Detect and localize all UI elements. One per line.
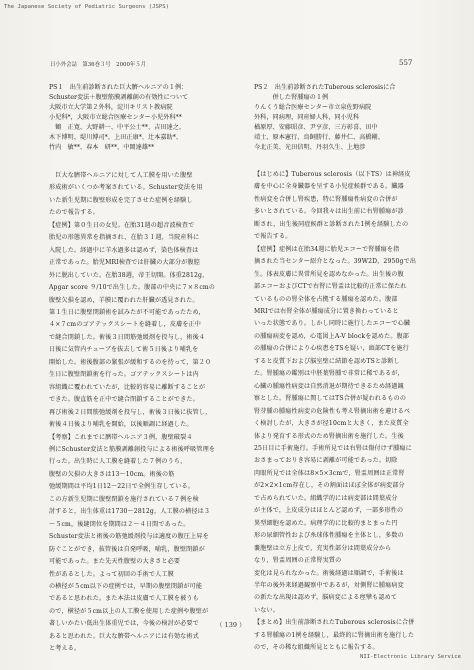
text-line: 腹壁欠損を認め，羊膜に覆われた肝臓が透見された。 xyxy=(49,296,199,304)
left-abstract-title: PS１ 出生前診断された巨大臍ヘルニアの１例： xyxy=(49,84,188,91)
text-line: 開始した。術後腹部の緊張が緩和するのを待って，第２０ xyxy=(49,358,212,366)
text-line: する腎腫瘍の1例を経験し，最終的に腎摘出術を施行した xyxy=(254,631,415,639)
text-line: 日後に気管内チューブを抜去して術５日後より哺乳を xyxy=(49,346,199,354)
text-line: 肉眼所見では全体は8×5×3cmで，腎盂周囲は正常腎 xyxy=(254,469,405,477)
text-line: ４×７cmのゴアテックスシートを縫着し，皮膚を正中 xyxy=(49,321,202,329)
text-line: 第１生日に腹壁閉鎖術を試みたが不可能であったため， xyxy=(49,308,205,316)
text-line: 弛緩期間は平均1日12〜22日で全例生存している。 xyxy=(49,483,195,491)
text-line: の腫瘍病変を認め，心電図上A-V blockを認めた。腹部 xyxy=(254,332,409,340)
text-line: いない。 xyxy=(254,606,279,614)
text-line: であると思われた。また本法は皮膚で人工膜を被うも xyxy=(49,595,199,603)
text-line: 入院した。経過中に羊水過多は認めず，染色体検査は xyxy=(49,246,199,254)
right-abstract-subtitle: 併した腎腫瘍の１例 xyxy=(254,94,329,101)
text-line: 形の尿細管性および糸球体性腫瘍を主体とし，多数の xyxy=(254,532,404,540)
text-line: 摘された当センター紹介となった。39W2D，2950gで出 xyxy=(254,258,417,266)
text-line: Schuster変法と術後の筋弛緩剤投与は適度の腹圧上昇を xyxy=(49,533,209,541)
text-line: Apgar score ９/10で出生した。腹部の中央に７×８cmの xyxy=(49,284,216,292)
text-line: の新たな出現は認めず，脳病変による痙攣も認めて xyxy=(254,594,398,602)
folio: （ 139 ） xyxy=(216,621,246,629)
right-author-list: 靖士、原本憲行、鳥飼勝行、藤井仁、高橋剛、 xyxy=(254,134,384,141)
text-line: 生日に腹壁閉鎖術を行った。ゴアテックスシートは内 xyxy=(49,371,199,379)
text-line: 【症例】症例は在胎34週に胎児エコーで腎腫瘍を指 xyxy=(254,245,400,253)
left-author-list: 木下博明、堤川博司*、上田正康*、辻本嘉助*、 xyxy=(49,134,183,141)
right-abstract-title: PS２ 出生前診断されたTuberous sclerosisに合 xyxy=(254,84,396,91)
left-author-list: 竹内 敏**、春本 研**、中岡達雄** xyxy=(49,144,155,151)
text-line: 例にSchuster変法と筋膜剥離創投与による術後呼吸管理を xyxy=(49,445,216,453)
text-line: と考える。 xyxy=(49,645,81,653)
text-line: で報告する。 xyxy=(254,233,292,241)
text-line: く検討したが，大きさが径10cmと大きく，また皮質全 xyxy=(254,420,409,428)
page-number: 557 xyxy=(399,59,413,67)
text-line: この方新生児期に腹壁閉鎖を施行されている７例を検 xyxy=(49,495,199,503)
text-line: MRIでは右腎全体が腫瘍成分に置き換わっていると xyxy=(254,307,399,315)
text-line: の横径が５cm以下の症例では，早期の腹壁閉鎖が可能 xyxy=(49,582,203,590)
text-line: 形成術がいくつか考案されている。Schuster変法を用 xyxy=(49,184,203,192)
text-line: 【はじめに】Tuberous sclerosis（以下TS）は神経皮 xyxy=(254,171,411,178)
text-line: すると皮質下および脳室壁に結節を認めTSと診断し xyxy=(254,357,400,365)
text-line: 【考察】これまでに臍帯ヘルニア３例，腹壁破裂４ xyxy=(49,433,193,441)
text-line: 心臓の腫瘍性病変は自然消退が期待できるため経過観 xyxy=(254,382,404,390)
right-abstract-header xyxy=(254,83,444,153)
text-line: 胎児の形態異常を指摘され，在胎３１週，当院産科に xyxy=(49,234,200,242)
text-line: 腹壁の欠損の大きさは13〜10cm。術後の筋 xyxy=(49,470,175,478)
text-line: 著しいかたい低出生体重児では，今後の検討が必要で xyxy=(49,620,199,628)
text-line: 【まとめ】出生前診断されたTuberous sclerosisに合併 xyxy=(254,619,415,627)
text-line: 正常であった。胎児MRI検査では肝臓の大部分が腹腔 xyxy=(49,259,200,267)
text-line: できた。腹直筋を正中で縫合閉鎖することができた。 xyxy=(49,396,199,404)
text-line: 嚢胞壁は立方上皮で，充実性部分は間葉成分から xyxy=(254,544,392,552)
text-line: が主体で，上皮成分はほとんど認めず，一部多形性の xyxy=(254,507,404,515)
text-line: 半年の後外来経過観察中であるが，対側腎に腫瘍病変 xyxy=(254,581,404,589)
right-body-text xyxy=(254,169,449,655)
text-line: 性病変を合併し腎疾患，特に腎腫瘍性病変の合併が xyxy=(254,195,398,203)
text-line: ので，横径が５cm以上の人工膜を使用した症例や腹壁が xyxy=(49,607,209,615)
left-abstract-subtitle: Schuster変法＋腹壁筋膜剥離創の有効性について xyxy=(49,94,189,101)
text-line: 断され，出生後同症候群と診断された1例を経験したの xyxy=(254,220,409,228)
text-line: 討すると，出生体重は1730〜2812g，人工膜の横径は３ xyxy=(49,508,211,516)
left-affiliation: 小児科*，大阪市立総合医療センター小児外科** xyxy=(49,114,182,121)
text-line: 可能であった。また先天性腹壁の大きさと必要 xyxy=(49,558,181,566)
text-line: 生。体表皮膚に異常所見を認めなかった。出生後の腹 xyxy=(254,270,404,278)
text-line: 体より発育する形式のため腎摘出術を施行した。生後 xyxy=(254,432,404,440)
text-line: 察とした。腎腫瘍に関してはTS合併が疑われるものの xyxy=(254,395,407,403)
text-line: 術後４日後より哺乳を開始，以後順調に経過した。 xyxy=(49,421,193,429)
text-line: 〜５cm，後縫閉位を期間は２〜４日間であった。 xyxy=(49,520,190,528)
left-author-list: 鶴 正寛、大野耕一、中平公士**、吉田達之、 xyxy=(49,124,186,131)
text-line: 容組織に覆われていたが，比較的容易に離断することが xyxy=(49,383,206,391)
text-line: 巨大な臍帯ヘルニアに対して人工膜を用いた腹壁 xyxy=(49,172,193,179)
text-line: たので報告する。 xyxy=(49,209,99,217)
text-line: 異型細胞を認めた。病理学的に比較的まとまった円 xyxy=(254,519,398,527)
text-line: なり，腎盂周囲の正常腎実質の xyxy=(254,557,342,565)
text-line: ので，その稀な組織所見とともに報告する。 xyxy=(254,644,379,652)
text-line: いった状態であり。しかし同時に施行したエコーで心臓 xyxy=(254,320,411,328)
right-author-list: 今北正美、光田信明、丹羽久生、上地涉 xyxy=(254,144,366,151)
text-line: おさまっておりき容易に剥離が可能であった。切除 xyxy=(254,457,398,465)
library-footer: NII-Electronic Library Service xyxy=(360,654,462,660)
right-affiliation: りんくう総合医療センター市立泉佐野病院 xyxy=(254,104,372,111)
text-line: が2×2×1cm存在し，その割面はほぼ全体が病変部分 xyxy=(254,482,405,490)
left-affiliation: 大阪市立大学第２外科，淀川キリスト教病院 xyxy=(49,104,173,111)
right-affiliation: 外科，同病理，同産婦人科，同小児科 xyxy=(254,114,360,121)
text-line: 再び術後２日間筋弛緩剤を投与し，術後３日後に抜管し， xyxy=(49,408,212,416)
text-line: 膚を中心に全身臓器を呈する小児症候群である。臓器 xyxy=(254,183,404,191)
text-line: 外に脱出していた。在胎38週，帝王切開。体重2812g， xyxy=(49,271,209,279)
text-line: 部エコーおよびCTで右腎に腎盂は比較的正常に保たれ xyxy=(254,283,407,291)
text-line: 【症例】第０生日の女児。在胎31週の超音波検査で xyxy=(49,221,195,229)
society-banner: The Japanese Society of Pediatric Surgeons (JSPS) xyxy=(4,4,170,10)
text-line: た。腎腫瘍の鑑別は中胚葉腎腫で非常に稀であるが， xyxy=(254,370,404,378)
text-line: 変化は見られなかった。術後経過は順調で，手術後は xyxy=(254,569,404,577)
text-line: 25日目に手術施行。手術所見では右腎は傷付けず腫瘍に xyxy=(254,444,412,452)
running-head: 日小外会誌 第36巻３号 2000年５月 xyxy=(50,62,147,68)
text-line: で縫合閉鎖した。術後３日間筋弛緩剤を投与し，術後４ xyxy=(49,333,206,341)
text-line: あると思われた。巨大な臍帯ヘルニアには有効な術式 xyxy=(49,632,199,640)
text-line: 腎芽腫の腫瘍性病変の危険性も考え腎摘出術を避けるべ xyxy=(254,407,411,415)
text-line: で占められていた。組織学的には病変部は間葉成分 xyxy=(254,494,398,502)
text-line: ているものの腎全体を占拠する腫瘍を認めた。腹部 xyxy=(254,295,398,303)
left-body-text xyxy=(49,170,241,656)
text-line: いた新生児期に腹壁形成を完了させた症例を経験し xyxy=(49,196,193,204)
text-line: 防ぐことができ，抜管後は自発呼吸，哺乳，腹壁閉鎖が xyxy=(49,545,205,553)
text-line: 性があるとした。よって初回の手術で人工膜 xyxy=(49,570,174,578)
text-line: 行った。出生時に人工膜を縫着した７例のうち， xyxy=(49,458,187,466)
text-line: 多いとされている。今回我々は出生前に右腎腫瘍が診 xyxy=(254,208,404,216)
left-abstract-header xyxy=(49,83,239,153)
text-line: の腫瘍の合併により心疾患をTSを疑い，頭部CTを施行 xyxy=(254,345,409,353)
right-author-list: 楢原厚、安藤昭彦、尹亨彦、三方彰喜、田中 xyxy=(254,124,378,131)
